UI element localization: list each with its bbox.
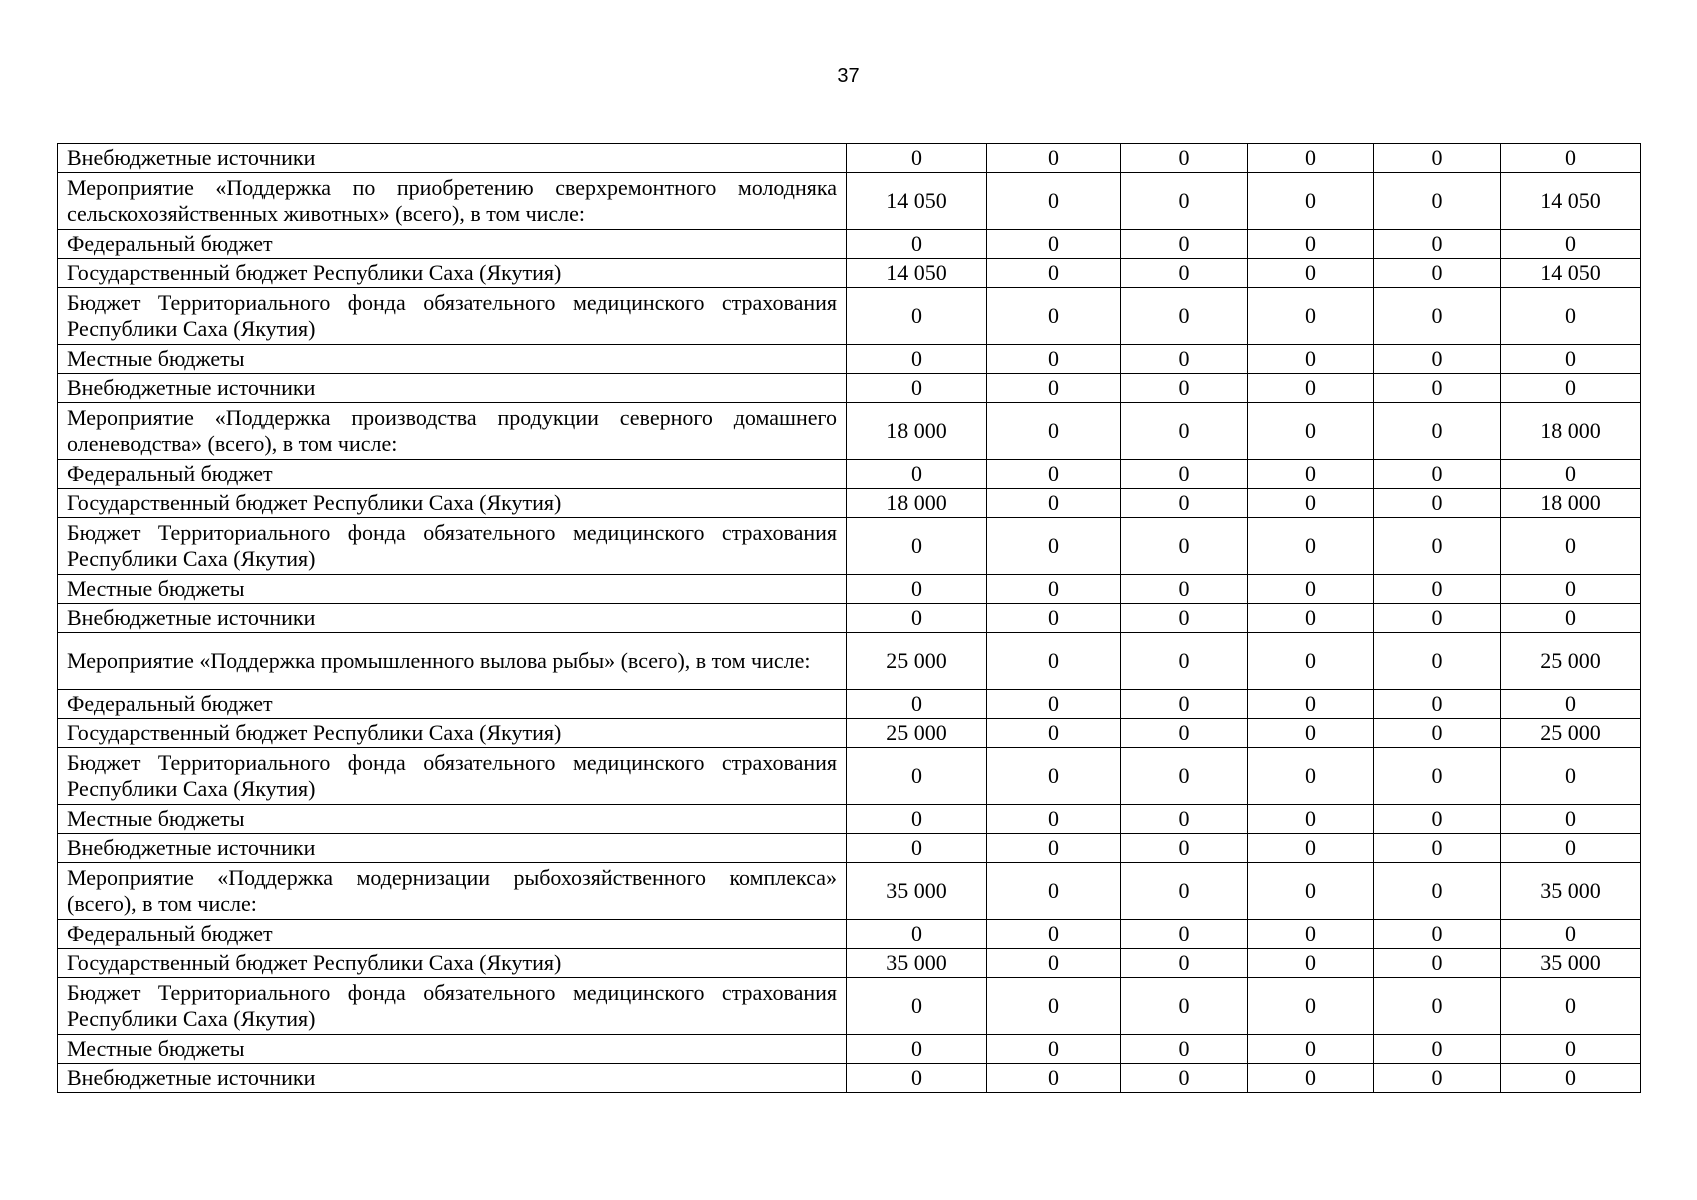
total-value-cell: 0 — [1501, 518, 1641, 575]
value-cell: 0 — [1121, 230, 1248, 259]
value-cell: 0 — [987, 805, 1121, 834]
value-cell: 0 — [1248, 288, 1374, 345]
table-row — [58, 518, 1641, 575]
table-row — [58, 690, 1641, 719]
value-cell: 0 — [1374, 748, 1501, 805]
value-cell: 0 — [1248, 604, 1374, 633]
row-label: Бюджет Территориального фонда обязательного медицинского страхования Республики Саха (Якутия) — [58, 978, 847, 1035]
page-number: 37 — [837, 65, 860, 87]
value-cell: 0 — [1374, 719, 1501, 748]
value-cell: 0 — [847, 690, 987, 719]
value-cell: 0 — [1121, 1064, 1248, 1093]
value-cell: 25 000 — [847, 633, 987, 690]
value-cell: 0 — [847, 575, 987, 604]
total-value-cell: 25 000 — [1501, 719, 1641, 748]
table-row — [58, 259, 1641, 288]
value-cell: 0 — [1121, 604, 1248, 633]
value-cell: 0 — [987, 345, 1121, 374]
value-cell: 0 — [987, 230, 1121, 259]
row-label: Местные бюджеты — [58, 1035, 847, 1064]
value-cell: 0 — [1121, 575, 1248, 604]
value-cell: 0 — [987, 173, 1121, 230]
value-cell: 0 — [1121, 949, 1248, 978]
table-row — [58, 575, 1641, 604]
value-cell: 14 050 — [847, 173, 987, 230]
total-value-cell: 0 — [1501, 978, 1641, 1035]
value-cell: 0 — [1121, 460, 1248, 489]
total-value-cell: 0 — [1501, 575, 1641, 604]
value-cell: 0 — [1374, 633, 1501, 690]
table-row — [58, 949, 1641, 978]
value-cell: 0 — [1248, 489, 1374, 518]
value-cell: 0 — [987, 575, 1121, 604]
value-cell: 0 — [1248, 518, 1374, 575]
value-cell: 0 — [847, 230, 987, 259]
row-label: Федеральный бюджет — [58, 460, 847, 489]
row-label: Внебюджетные источники — [58, 834, 847, 863]
value-cell: 0 — [1121, 345, 1248, 374]
total-value-cell: 0 — [1501, 460, 1641, 489]
value-cell: 0 — [847, 374, 987, 403]
value-cell: 0 — [1248, 259, 1374, 288]
value-cell: 0 — [1248, 805, 1374, 834]
total-value-cell: 35 000 — [1501, 863, 1641, 920]
value-cell: 0 — [1248, 690, 1374, 719]
table-row — [58, 403, 1641, 460]
row-label: Местные бюджеты — [58, 345, 847, 374]
value-cell: 0 — [1374, 1035, 1501, 1064]
row-label: Федеральный бюджет — [58, 230, 847, 259]
total-value-cell: 35 000 — [1501, 949, 1641, 978]
row-label: Внебюджетные источники — [58, 144, 847, 173]
value-cell: 0 — [847, 920, 987, 949]
value-cell: 0 — [987, 403, 1121, 460]
table-row — [58, 805, 1641, 834]
table-row — [58, 633, 1641, 690]
row-label: Бюджет Территориального фонда обязательного медицинского страхования Республики Саха (Якутия) — [58, 748, 847, 805]
total-value-cell: 0 — [1501, 1035, 1641, 1064]
value-cell: 0 — [1374, 978, 1501, 1035]
value-cell: 35 000 — [847, 949, 987, 978]
row-label: Бюджет Территориального фонда обязательного медицинского страхования Республики Саха (Якутия) — [58, 288, 847, 345]
total-value-cell: 14 050 — [1501, 259, 1641, 288]
value-cell: 0 — [1121, 288, 1248, 345]
value-cell: 0 — [1121, 489, 1248, 518]
value-cell: 0 — [1248, 863, 1374, 920]
value-cell: 0 — [1248, 173, 1374, 230]
table-row — [58, 144, 1641, 173]
total-value-cell: 0 — [1501, 288, 1641, 345]
value-cell: 0 — [987, 144, 1121, 173]
value-cell: 0 — [1248, 374, 1374, 403]
value-cell: 0 — [1374, 173, 1501, 230]
total-value-cell: 0 — [1501, 604, 1641, 633]
total-value-cell: 25 000 — [1501, 633, 1641, 690]
value-cell: 0 — [987, 633, 1121, 690]
value-cell: 0 — [987, 949, 1121, 978]
row-label: Мероприятие «Поддержка производства продукции северного домашнего оленеводства» (всего), в том числе: — [58, 403, 847, 460]
total-value-cell: 0 — [1501, 1064, 1641, 1093]
value-cell: 0 — [847, 460, 987, 489]
value-cell: 0 — [987, 920, 1121, 949]
value-cell: 35 000 — [847, 863, 987, 920]
value-cell: 0 — [847, 978, 987, 1035]
value-cell: 0 — [847, 288, 987, 345]
budget-table — [57, 143, 1641, 1093]
value-cell: 0 — [987, 288, 1121, 345]
row-label: Государственный бюджет Республики Саха (Якутия) — [58, 719, 847, 748]
value-cell: 0 — [987, 259, 1121, 288]
value-cell: 0 — [987, 690, 1121, 719]
value-cell: 0 — [1121, 920, 1248, 949]
table-row — [58, 230, 1641, 259]
value-cell: 0 — [1374, 1064, 1501, 1093]
table-row — [58, 1064, 1641, 1093]
value-cell: 0 — [1374, 259, 1501, 288]
value-cell: 14 050 — [847, 259, 987, 288]
value-cell: 0 — [847, 144, 987, 173]
value-cell: 0 — [1121, 863, 1248, 920]
value-cell: 0 — [1121, 259, 1248, 288]
value-cell: 0 — [1248, 978, 1374, 1035]
row-label: Внебюджетные источники — [58, 374, 847, 403]
table-row — [58, 834, 1641, 863]
value-cell: 0 — [847, 518, 987, 575]
value-cell: 0 — [1248, 144, 1374, 173]
value-cell: 0 — [1248, 748, 1374, 805]
total-value-cell: 0 — [1501, 805, 1641, 834]
value-cell: 0 — [1374, 690, 1501, 719]
row-label: Государственный бюджет Республики Саха (Якутия) — [58, 259, 847, 288]
value-cell: 0 — [1248, 460, 1374, 489]
value-cell: 0 — [1121, 978, 1248, 1035]
value-cell: 0 — [1121, 805, 1248, 834]
value-cell: 0 — [987, 863, 1121, 920]
value-cell: 0 — [987, 518, 1121, 575]
value-cell: 0 — [1374, 834, 1501, 863]
value-cell: 0 — [1374, 403, 1501, 460]
total-value-cell: 0 — [1501, 345, 1641, 374]
total-value-cell: 0 — [1501, 690, 1641, 719]
value-cell: 18 000 — [847, 403, 987, 460]
value-cell: 0 — [1121, 374, 1248, 403]
row-label: Внебюджетные источники — [58, 1064, 847, 1093]
value-cell: 0 — [1121, 748, 1248, 805]
value-cell: 0 — [1374, 575, 1501, 604]
total-value-cell: 0 — [1501, 834, 1641, 863]
table-row — [58, 604, 1641, 633]
value-cell: 0 — [1374, 144, 1501, 173]
value-cell: 0 — [1121, 173, 1248, 230]
value-cell: 0 — [1374, 518, 1501, 575]
value-cell: 0 — [987, 719, 1121, 748]
table-row — [58, 173, 1641, 230]
row-label: Государственный бюджет Республики Саха (Якутия) — [58, 949, 847, 978]
row-label: Внебюджетные источники — [58, 604, 847, 633]
value-cell: 0 — [1121, 403, 1248, 460]
value-cell: 0 — [1248, 575, 1374, 604]
table-row — [58, 374, 1641, 403]
value-cell: 0 — [1121, 834, 1248, 863]
total-value-cell: 14 050 — [1501, 173, 1641, 230]
value-cell: 0 — [1248, 345, 1374, 374]
table-row — [58, 978, 1641, 1035]
total-value-cell: 0 — [1501, 230, 1641, 259]
row-label: Федеральный бюджет — [58, 920, 847, 949]
table-row — [58, 863, 1641, 920]
value-cell: 0 — [1374, 949, 1501, 978]
value-cell: 0 — [1374, 288, 1501, 345]
total-value-cell: 18 000 — [1501, 403, 1641, 460]
table-row — [58, 1035, 1641, 1064]
row-label: Местные бюджеты — [58, 575, 847, 604]
value-cell: 0 — [1248, 403, 1374, 460]
row-label: Мероприятие «Поддержка по приобретению сверхремонтного молодняка сельскохозяйственных животных» (всего), в том числе: — [58, 173, 847, 230]
table-row — [58, 345, 1641, 374]
value-cell: 0 — [1374, 460, 1501, 489]
value-cell: 0 — [847, 1064, 987, 1093]
value-cell: 18 000 — [847, 489, 987, 518]
value-cell: 0 — [1374, 374, 1501, 403]
row-label: Мероприятие «Поддержка модернизации рыбохозяйственного комплекса» (всего), в том числе: — [58, 863, 847, 920]
value-cell: 0 — [1248, 1064, 1374, 1093]
value-cell: 0 — [987, 1035, 1121, 1064]
value-cell: 0 — [1121, 518, 1248, 575]
table-row — [58, 748, 1641, 805]
value-cell: 0 — [1248, 949, 1374, 978]
row-label: Государственный бюджет Республики Саха (Якутия) — [58, 489, 847, 518]
value-cell: 0 — [847, 604, 987, 633]
value-cell: 0 — [1248, 633, 1374, 690]
value-cell: 0 — [987, 460, 1121, 489]
row-label: Мероприятие «Поддержка промышленного вылова рыбы» (всего), в том числе: — [58, 633, 847, 690]
total-value-cell: 0 — [1501, 144, 1641, 173]
table-row — [58, 288, 1641, 345]
value-cell: 0 — [987, 374, 1121, 403]
value-cell: 0 — [987, 604, 1121, 633]
table-row — [58, 920, 1641, 949]
value-cell: 0 — [1121, 690, 1248, 719]
value-cell: 0 — [847, 748, 987, 805]
value-cell: 0 — [1121, 1035, 1248, 1064]
value-cell: 0 — [847, 834, 987, 863]
table-row — [58, 489, 1641, 518]
value-cell: 0 — [847, 805, 987, 834]
value-cell: 0 — [1248, 230, 1374, 259]
value-cell: 0 — [1374, 863, 1501, 920]
value-cell: 0 — [1248, 1035, 1374, 1064]
value-cell: 0 — [987, 748, 1121, 805]
total-value-cell: 0 — [1501, 920, 1641, 949]
value-cell: 0 — [847, 1035, 987, 1064]
value-cell: 25 000 — [847, 719, 987, 748]
value-cell: 0 — [1121, 144, 1248, 173]
value-cell: 0 — [987, 489, 1121, 518]
value-cell: 0 — [1248, 920, 1374, 949]
value-cell: 0 — [1121, 633, 1248, 690]
total-value-cell: 0 — [1501, 748, 1641, 805]
value-cell: 0 — [1374, 604, 1501, 633]
value-cell: 0 — [1374, 230, 1501, 259]
value-cell: 0 — [987, 978, 1121, 1035]
row-label: Местные бюджеты — [58, 805, 847, 834]
value-cell: 0 — [1374, 805, 1501, 834]
table-row — [58, 460, 1641, 489]
row-label: Федеральный бюджет — [58, 690, 847, 719]
value-cell: 0 — [847, 345, 987, 374]
table-row — [58, 719, 1641, 748]
value-cell: 0 — [987, 1064, 1121, 1093]
total-value-cell: 0 — [1501, 374, 1641, 403]
value-cell: 0 — [1374, 345, 1501, 374]
value-cell: 0 — [987, 834, 1121, 863]
table-body — [58, 144, 1641, 1093]
total-value-cell: 18 000 — [1501, 489, 1641, 518]
value-cell: 0 — [1248, 834, 1374, 863]
value-cell: 0 — [1121, 719, 1248, 748]
value-cell: 0 — [1374, 920, 1501, 949]
value-cell: 0 — [1374, 489, 1501, 518]
row-label: Бюджет Территориального фонда обязательного медицинского страхования Республики Саха (Якутия) — [58, 518, 847, 575]
value-cell: 0 — [1248, 719, 1374, 748]
